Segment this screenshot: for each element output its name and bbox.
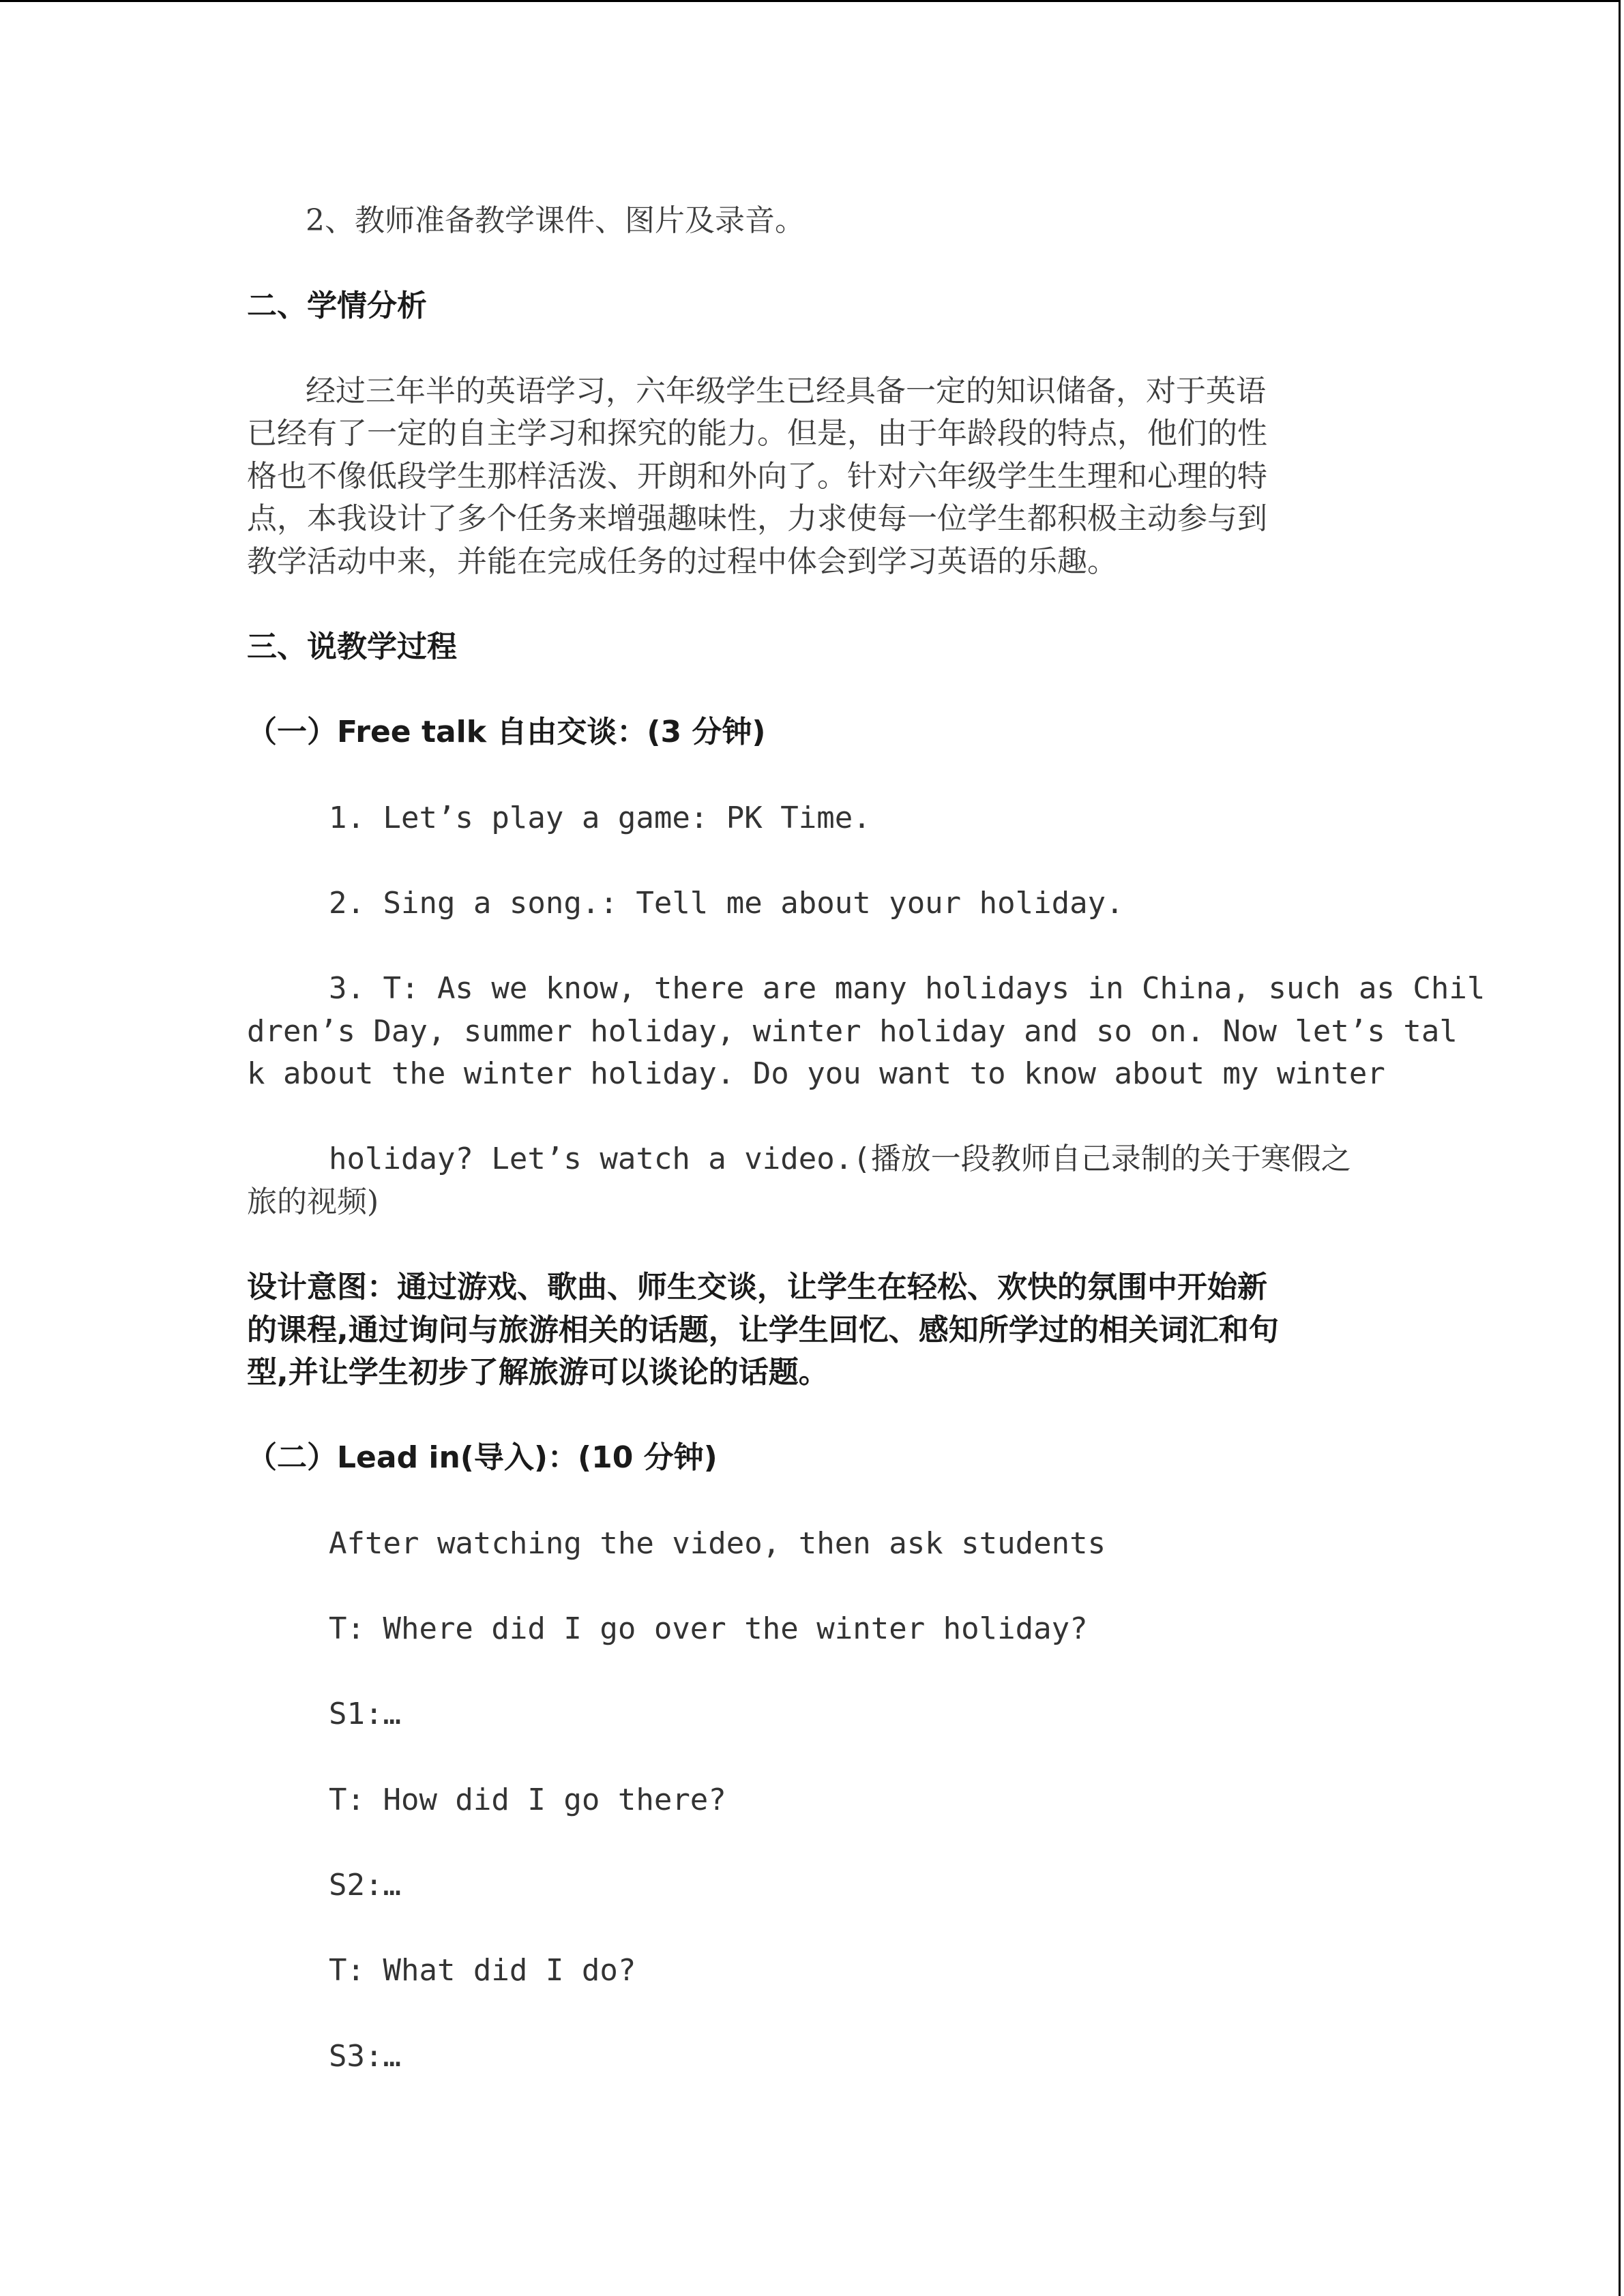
part-2-title: （二）Lead in(导入)：(10 分钟) xyxy=(247,1440,718,1475)
prep-item-2: 2、教师准备教学课件、图片及录音。 xyxy=(306,203,805,238)
part-2-line-2: T: Where did I go over the winter holiday? xyxy=(329,1611,1088,1646)
part-1-item-3-line-3: k about the winter holiday. Do you want to know about my winter xyxy=(247,1056,1385,1091)
section-2-para-line-5: 教学活动中来，并能在完成任务的过程中体会到学习英语的乐趣。 xyxy=(247,544,1117,579)
part-2-line-1: After watching the video, then ask students xyxy=(329,1526,1106,1561)
part-1-item-1: 1. Let’s play a game: PK Time. xyxy=(329,801,871,835)
section-2-para-line-4: 点，本我设计了多个任务来增强趣味性，力求使每一位学生都积极主动参与到 xyxy=(247,501,1267,536)
design-intent-line-3: 型,并让学生初步了解旅游可以谈论的话题。 xyxy=(247,1355,829,1390)
section-2-para-line-3: 格也不像低段学生那样活泼、开朗和外向了。针对六年级学生生理和心理的特 xyxy=(247,459,1267,494)
part-1-item-2: 2. Sing a song.: Tell me about your holiday. xyxy=(329,886,1124,921)
part-2-line-4: T: How did I go there? xyxy=(329,1783,726,1817)
section-3-title: 三、说教学过程 xyxy=(247,629,457,664)
section-2-para-line-2: 已经有了一定的自主学习和探究的能力。但是，由于年龄段的特点，他们的性 xyxy=(247,416,1267,451)
section-2-para-line-1: 经过三年半的英语学习，六年级学生已经具备一定的知识储备，对于英语 xyxy=(306,374,1266,408)
part-1-item-3-line-2: dren’s Day, summer holiday, winter holiday and so on. Now let’s tal xyxy=(247,1014,1458,1049)
part-2-line-3: S1:… xyxy=(329,1697,401,1731)
part-2-line-5: S2:… xyxy=(329,1868,401,1903)
part-1-title: （一）Free talk 自由交谈：(3 分钟) xyxy=(247,715,766,749)
part-2-line-6: T: What did I do? xyxy=(329,1953,636,1988)
design-intent-line-1: 设计意图：通过游戏、歌曲、师生交谈，让学生在轻松、欢快的氛围中开始新 xyxy=(247,1270,1267,1304)
design-intent-line-2: 的课程,通过询问与旅游相关的话题，让学生回忆、感知所学过的相关词汇和句 xyxy=(247,1313,1279,1347)
section-2-title: 二、学情分析 xyxy=(247,288,427,323)
part-1-item-3-cont-line-1: holiday? Let’s watch a video.(播放一段教师自己录制的关于寒假之 xyxy=(329,1142,1351,1176)
part-1-item-3-cont-line-2: 旅的视频) xyxy=(247,1184,379,1219)
part-2-line-7: S3:… xyxy=(329,2039,401,2074)
part-1-item-3-line-1: 3. T: As we know, there are many holidays in China, such as Chil xyxy=(329,971,1486,1006)
